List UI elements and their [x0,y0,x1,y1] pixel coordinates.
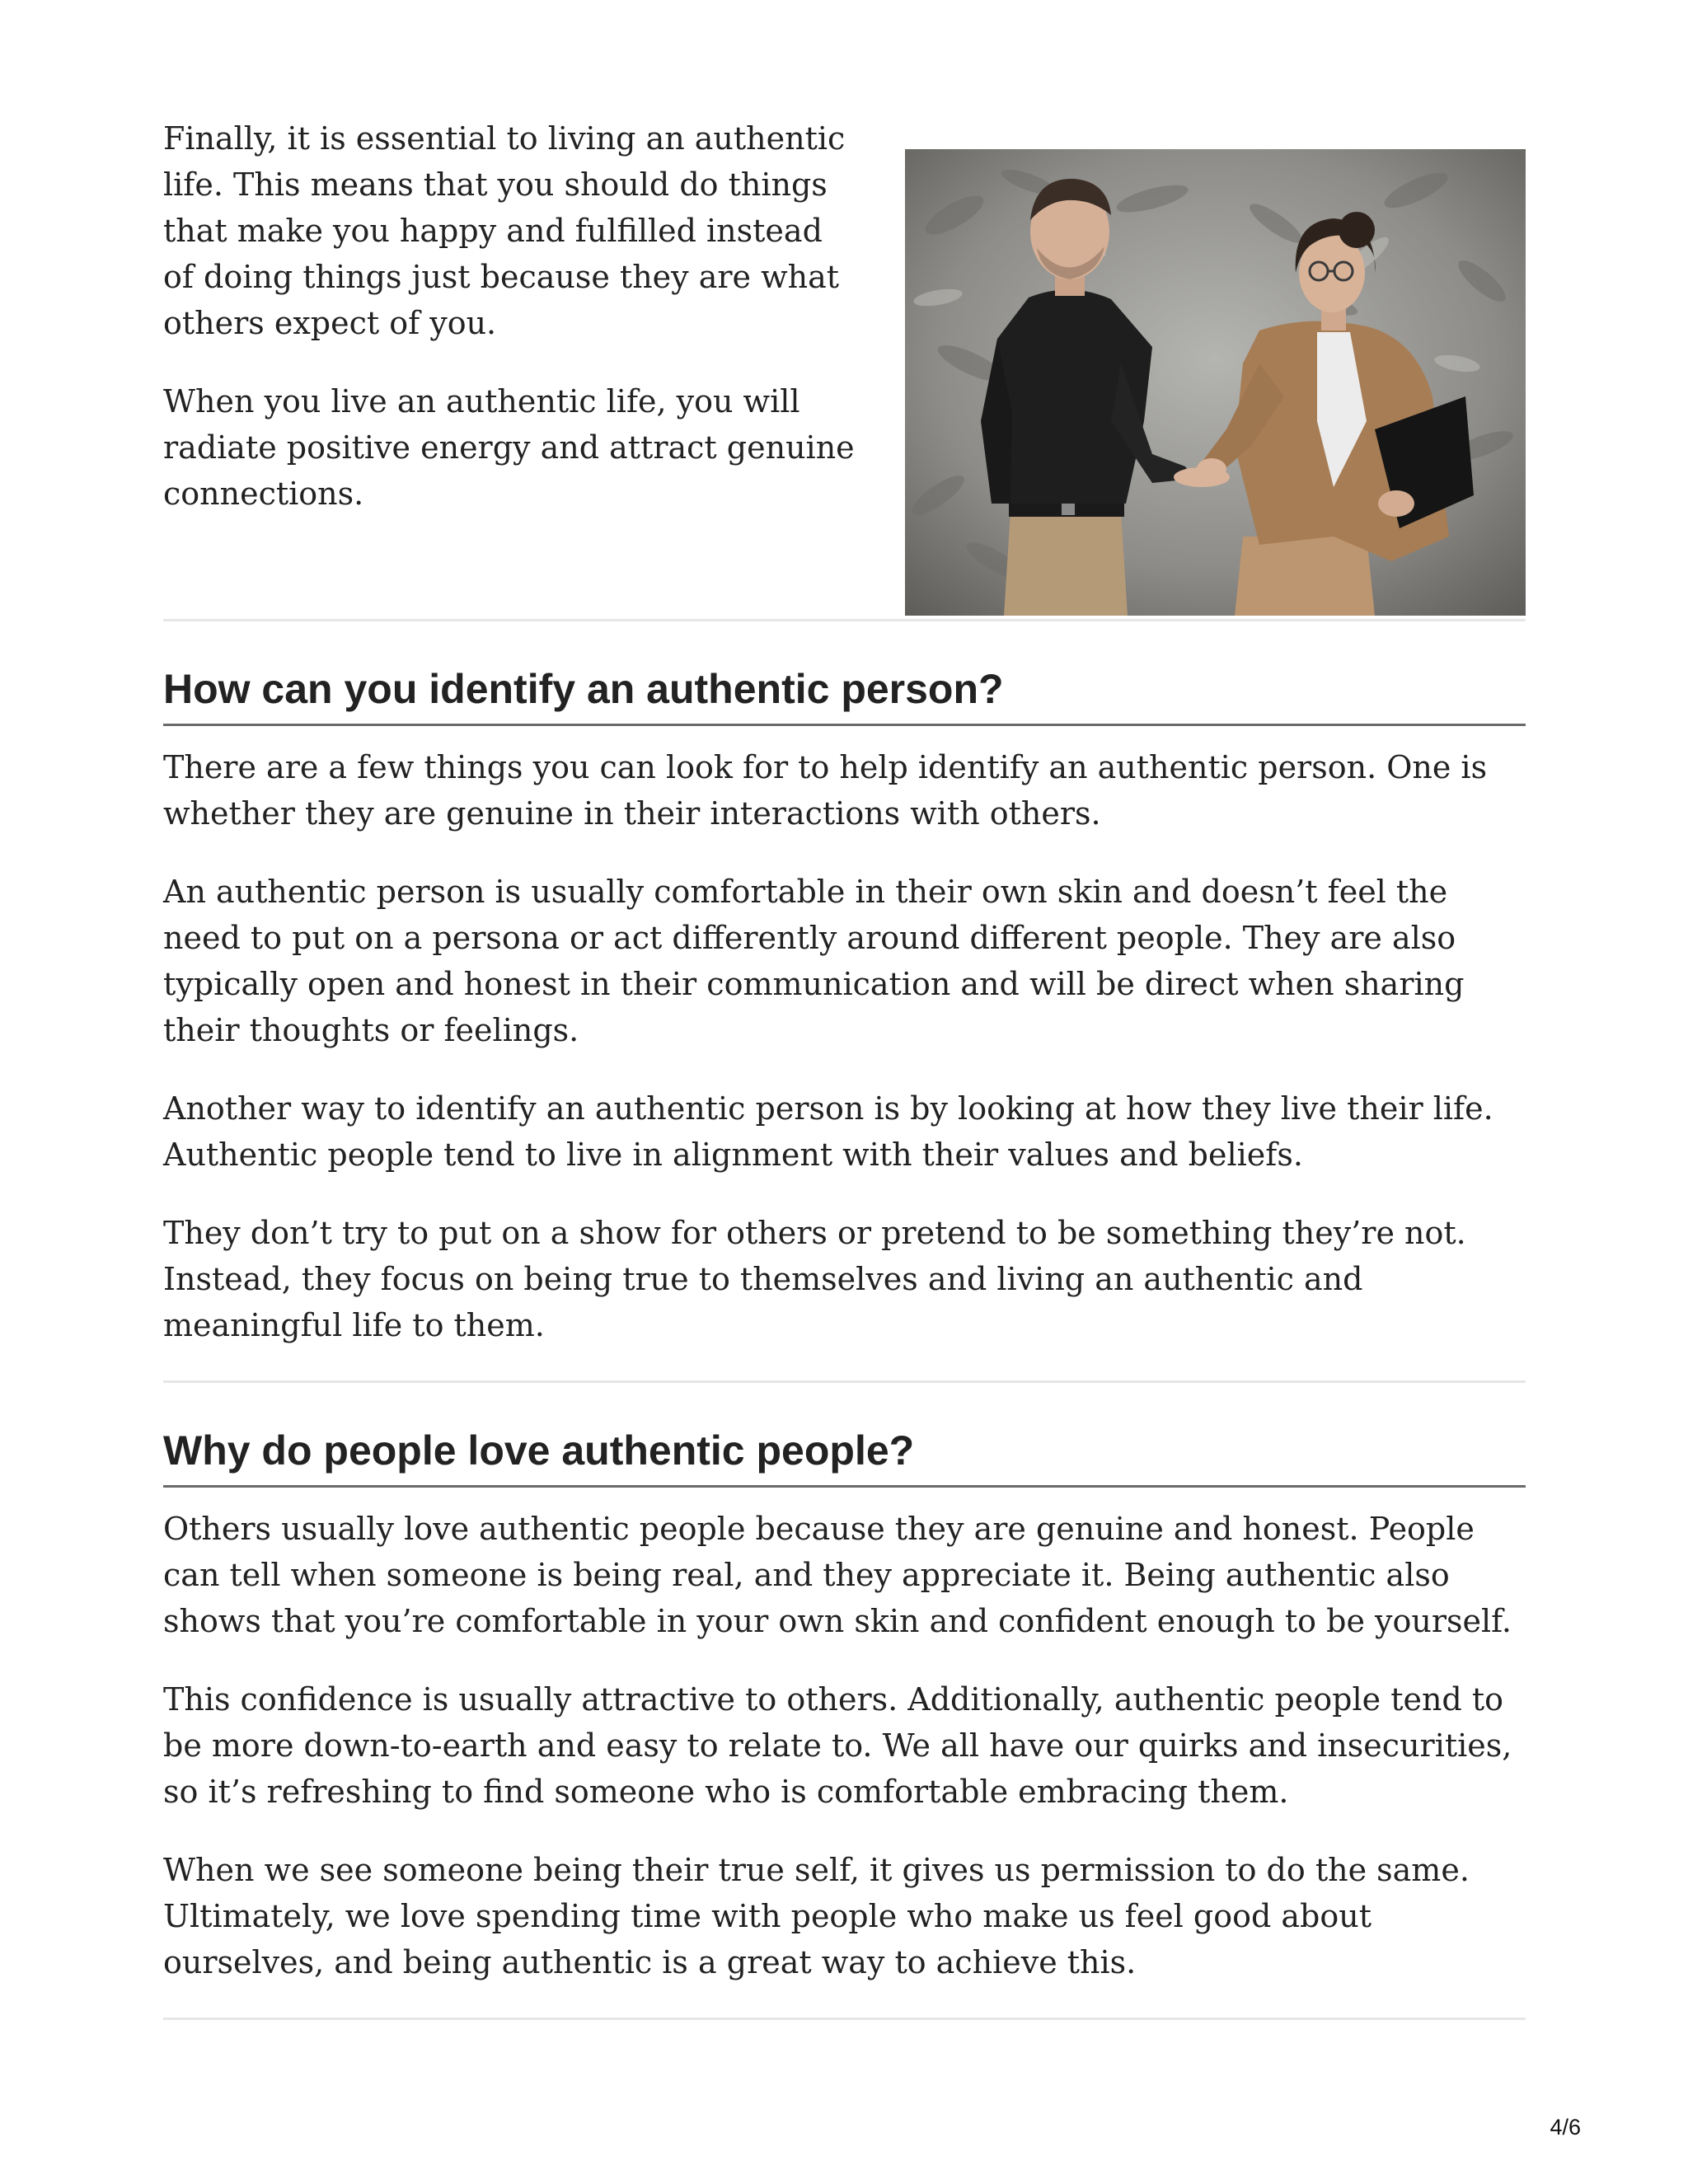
paragraph: They don’t try to put on a show for others or pretend to be something they’re not. Instead, they focus on being true to themselves and living an authentic and meaningful life to them. [163,1215,1466,1343]
section-divider [163,619,1526,621]
section-identify-authentic-person [163,664,1526,1348]
paragraph: Finally, it is essential to living an authentic life. This means that you should do things that make you happy and fulfilled instead of doing things just because they are what others expect of you. [163,120,846,341]
section-divider [163,1380,1526,1383]
paragraph: When you live an authentic life, you will radiate positive energy and attract genuine connections. [163,383,855,512]
paragraph: When we see someone being their true self, it gives us permission to do the same. Ultimately, we love spending time with people who make us feel good about ourselves, and being authentic is a great way to achieve this. [163,1852,1470,1980]
paragraph: Another way to identify an authentic person is by looking at how they live their life. Authentic people tend to live in alignment with their values and beliefs. [163,1090,1493,1173]
paragraph: This confidence is usually attractive to others. Additionally, authentic people tend to be more down-to-earth and easy to relate to. We all have our quirks and insecurities, so it’s refreshing to find someone who is comfortable embracing them. [163,1681,1512,1810]
paragraph: Others usually love authentic people because they are genuine and honest. People can tell when someone is being real, and they appreciate it. Being authentic also shows that you’re comfortable in your own skin and confident enough to be yourself. [163,1511,1512,1639]
section-why-people-love-authentic-people [163,1426,1526,1985]
intro-text [163,115,856,549]
section-divider [163,2018,1526,2020]
intro-block [163,115,1526,616]
photo-of-man-and-woman-talking [905,149,1526,616]
page-number: 4/6 [1550,2115,1581,2139]
section-heading: Why do people love authentic people? [163,1426,1526,1488]
paragraph: An authentic person is usually comfortable in their own skin and doesn’t feel the need to put on a persona or act differently around different people. They are also typically open and honest in their communication and will be direct when sharing their thoughts or feelings. [163,874,1465,1048]
section-heading: How can you identify an authentic person? [163,664,1526,726]
paragraph: There are a few things you can look for to help identify an authentic person. One is whether they are genuine in their interactions with others. [163,749,1488,832]
article-body [163,115,1526,2020]
